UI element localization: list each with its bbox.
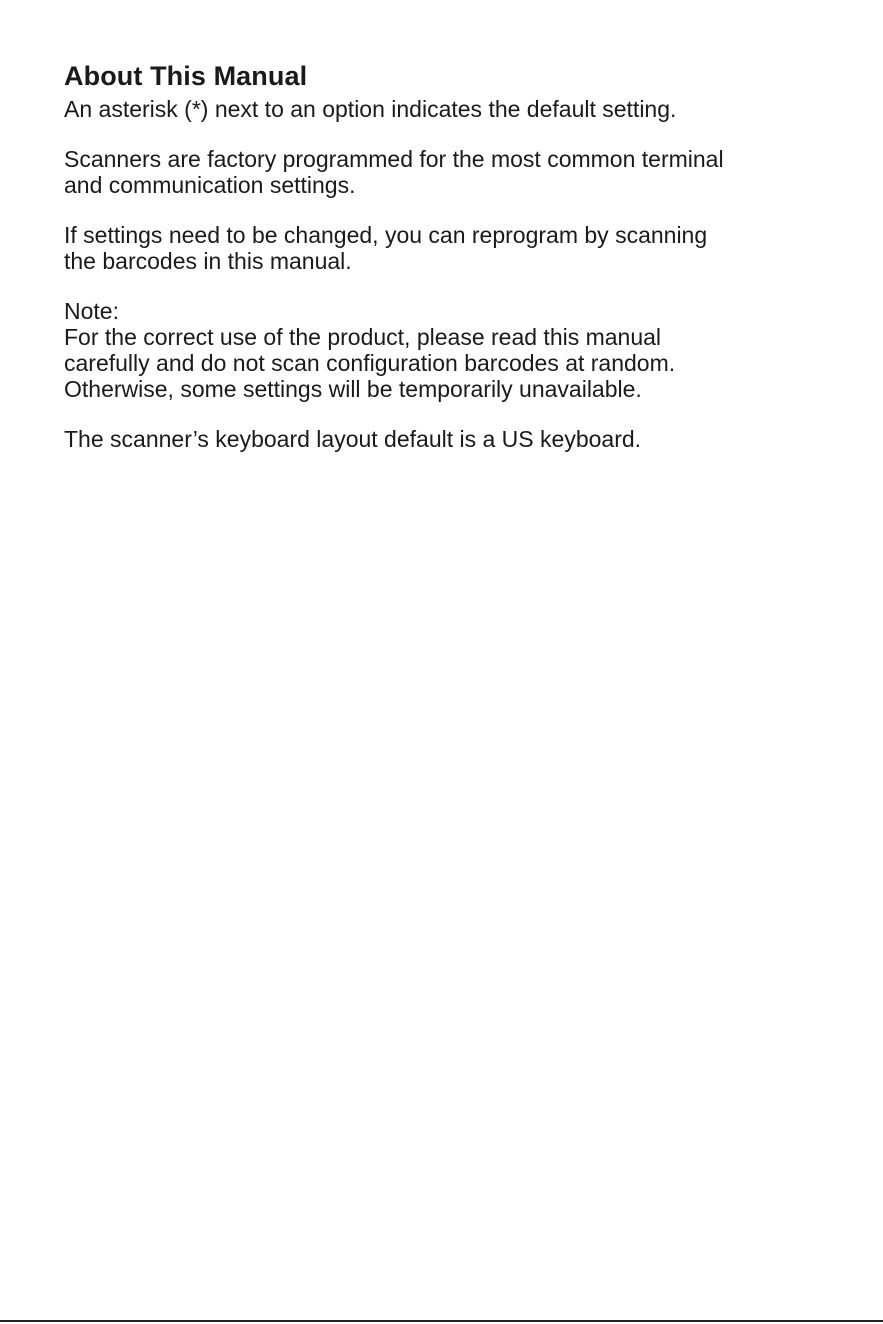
reprogram-paragraph <box>64 222 864 274</box>
bottom-divider <box>0 1320 883 1322</box>
manual-page <box>64 58 864 452</box>
spacer <box>64 274 864 298</box>
keyboard-layout-paragraph <box>64 426 864 452</box>
note-paragraph <box>64 298 864 402</box>
paragraph-line: For the correct use of the product, please read this manual <box>64 324 662 350</box>
page-title: About This Manual <box>64 61 308 91</box>
paragraph-line: Scanners are factory programmed for the most common terminal <box>64 146 724 172</box>
note-label: Note: <box>64 298 119 324</box>
paragraph-line: If settings need to be changed, you can reprogram by scanning <box>64 222 708 248</box>
paragraph-line: carefully and do not scan configuration barcodes at random. <box>64 350 676 376</box>
paragraph-line: The scanner’s keyboard layout default is a US keyboard. <box>64 426 642 452</box>
spacer <box>64 402 864 426</box>
paragraph-line: An asterisk (*) next to an option indicates the default setting. <box>64 96 677 122</box>
paragraph-line: Otherwise, some settings will be temporarily unavailable. <box>64 376 642 402</box>
default-setting-paragraph <box>64 96 864 122</box>
paragraph-line: the barcodes in this manual. <box>64 248 352 274</box>
spacer <box>64 122 864 146</box>
spacer <box>64 198 864 222</box>
paragraph-line: and communication settings. <box>64 172 356 198</box>
factory-settings-paragraph <box>64 146 864 198</box>
